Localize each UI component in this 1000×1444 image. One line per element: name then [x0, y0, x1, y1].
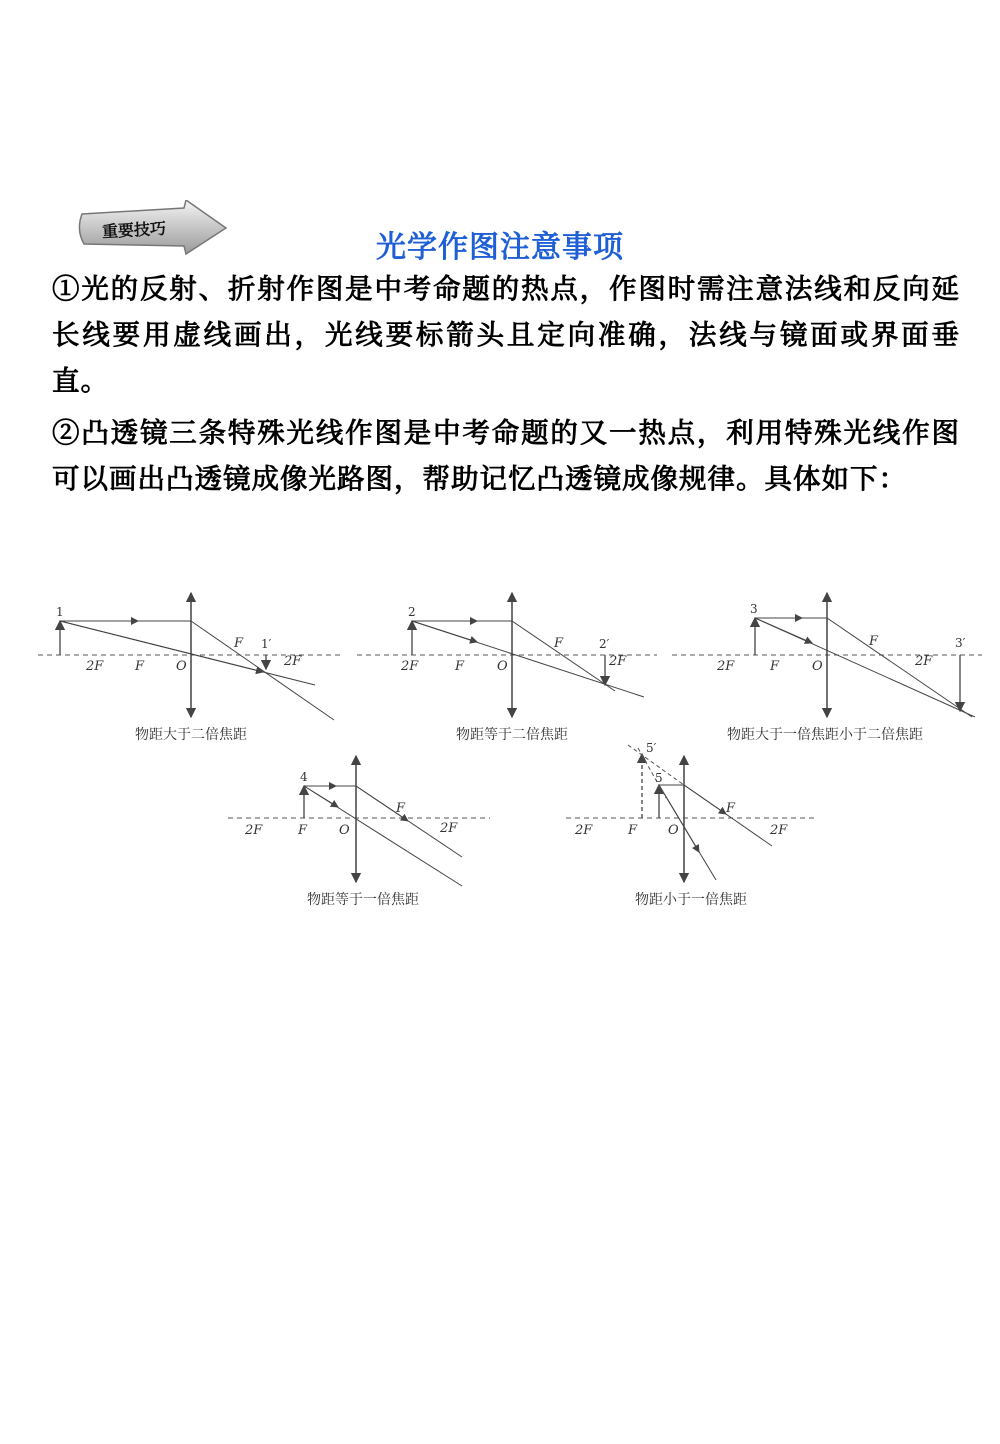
lens-diagram-4	[228, 750, 490, 910]
image-label: 2′	[599, 637, 610, 651]
label-f-right: F	[554, 636, 564, 651]
caption: 物距等于二倍焦距	[456, 727, 568, 743]
label-o: O	[176, 659, 187, 674]
label-o: O	[339, 823, 350, 838]
label-2f-right: 2F	[609, 654, 627, 669]
label-o: O	[497, 659, 508, 674]
lens-diagram-5	[566, 740, 816, 912]
label-2f-right: 2F	[440, 821, 458, 836]
label-f-right: F	[869, 634, 879, 649]
label-2f-left: 2F	[717, 659, 735, 674]
lens-diagram-2	[357, 585, 657, 745]
image-label: 3′	[955, 636, 966, 650]
object-label: 1	[56, 605, 64, 619]
image-label: 5′	[646, 741, 657, 755]
label-f-left: F	[298, 823, 308, 838]
label-f-left: F	[628, 823, 638, 838]
caption: 物距大于一倍焦距小于二倍焦距	[727, 727, 923, 743]
object-label: 4	[300, 770, 308, 784]
caption: 物距小于一倍焦距	[635, 892, 747, 908]
page-title: 光学作图注意事项	[376, 230, 624, 265]
caption: 物距大于二倍焦距	[135, 727, 247, 743]
label-f-left: F	[455, 659, 465, 674]
label-o: O	[668, 823, 679, 838]
label-f-right: F	[396, 801, 406, 816]
caption: 物距等于一倍焦距	[307, 892, 419, 908]
object-label: 3	[750, 602, 758, 616]
label-f-right: F	[234, 636, 244, 651]
object-label: 5	[655, 771, 663, 785]
label-2f-left: 2F	[245, 823, 263, 838]
label-2f-right: 2F	[284, 654, 302, 669]
badge-label: 重要技巧	[101, 218, 167, 242]
paragraph-1: ①光的反射、折射作图是中考命题的热点，作图时需注意法线和反向延长线要用虚线画出，光线要标箭头且定向准确，法线与镜面或界面垂直。	[52, 273, 960, 397]
lens-diagram-3	[672, 585, 982, 745]
label-2f-left: 2F	[575, 823, 593, 838]
object-label: 2	[408, 605, 416, 619]
label-f-right: F	[726, 801, 736, 816]
image-label: 1′	[261, 637, 272, 651]
label-2f-right: 2F	[770, 823, 788, 838]
lens-diagram-1	[38, 585, 343, 745]
label-f-left: F	[135, 659, 145, 674]
label-2f-right: 2F	[915, 654, 933, 669]
label-2f-left: 2F	[401, 659, 419, 674]
label-o: O	[812, 659, 823, 674]
label-f-left: F	[770, 659, 780, 674]
label-2f-left: 2F	[86, 659, 104, 674]
paragraph-2: ②凸透镜三条特殊光线作图是中考命题的又一热点，利用特殊光线作图可以画出凸透镜成像光路图，帮助记忆凸透镜成像规律。具体如下：	[52, 417, 960, 495]
